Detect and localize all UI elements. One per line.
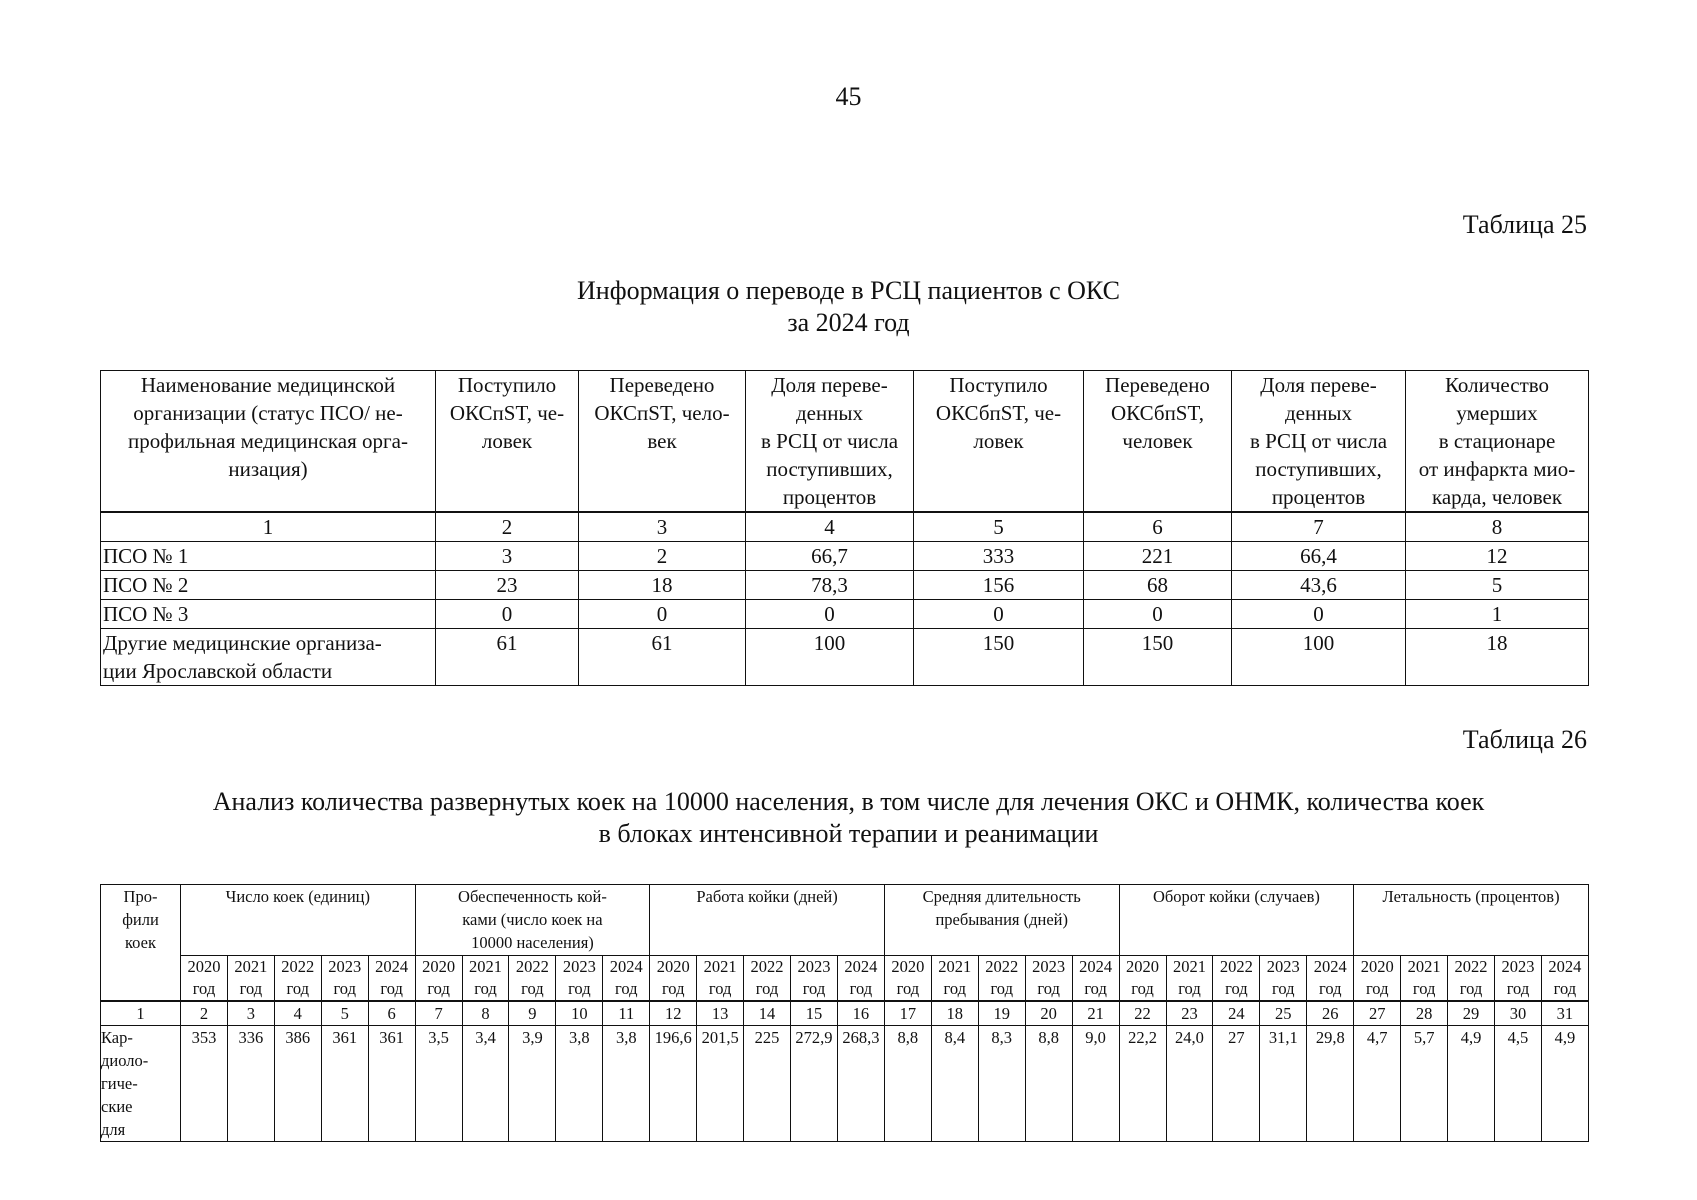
year-value: 2021 [469, 957, 502, 976]
year-value: 2021 [703, 957, 737, 976]
table-cell: 29,8 [1307, 1026, 1354, 1142]
year-value: 2021 [938, 957, 972, 976]
year-suffix: год [1553, 979, 1577, 998]
year-cell [603, 956, 650, 1002]
year-suffix: год [802, 979, 826, 998]
table-26-caption: Таблица 26 [1462, 725, 1587, 754]
table-cell: 333 [914, 542, 1084, 571]
cell-line: организации (статус ПСО/ не- [133, 401, 403, 425]
table-row [101, 1026, 1589, 1142]
table-cell: 31,1 [1260, 1026, 1307, 1142]
year-suffix: год [568, 979, 591, 998]
cell-line: ОКСбпST, че- [935, 401, 1062, 425]
cell-line: ловек [973, 429, 1024, 453]
group-header-cell [884, 885, 1119, 956]
year-cell [978, 956, 1025, 1002]
year-suffix: год [1272, 979, 1295, 998]
group-header-row [101, 885, 1589, 956]
cell-line: для [101, 1120, 126, 1139]
cell-line: человек [1122, 429, 1193, 453]
cell-line: Поступило [949, 373, 1048, 397]
year-suffix: год [239, 979, 263, 998]
table-cell: 0 [1084, 600, 1232, 629]
year-cell [1166, 956, 1213, 1002]
table-cell: 150 [1084, 629, 1232, 686]
year-value: 2023 [1266, 957, 1300, 976]
cell-line: Средняя длительность [922, 887, 1081, 906]
table-cell: 100 [746, 629, 914, 686]
table-cell: 61 [579, 629, 746, 686]
year-cell [1495, 956, 1542, 1002]
year-cell [1448, 956, 1495, 1002]
table-25-caption: Таблица 25 [1462, 210, 1587, 239]
column-number-cell: 12 [650, 1001, 697, 1026]
column-number-row [101, 1001, 1589, 1026]
year-cell [1213, 956, 1260, 1002]
table-cell: 3,9 [509, 1026, 556, 1142]
cell-line: Работа койки (дней) [696, 887, 838, 906]
year-cell [884, 956, 931, 1002]
year-suffix: год [521, 979, 544, 998]
year-suffix: год [380, 979, 403, 998]
table-cell: 0 [914, 600, 1084, 629]
cell-line: денных [795, 401, 864, 425]
year-value: 2021 [1172, 957, 1206, 976]
column-number-cell: 2 [436, 512, 579, 542]
cell-line: ции Ярославской области [103, 659, 333, 683]
year-suffix: год [1365, 979, 1389, 998]
cell-line: фили [122, 910, 159, 929]
group-header-cell [1354, 885, 1589, 956]
year-value: 2020 [891, 957, 925, 976]
table-cell: 5,7 [1401, 1026, 1448, 1142]
column-number-cell: 13 [697, 1001, 744, 1026]
table-cell: ПСО № 3 [101, 600, 436, 629]
column-number-cell: 8 [1406, 512, 1589, 542]
table-cell: 23 [436, 571, 579, 600]
column-number-cell: 28 [1401, 1001, 1448, 1026]
column-number-cell: 29 [1448, 1001, 1495, 1026]
year-suffix: год [990, 979, 1013, 998]
table-cell: 43,6 [1232, 571, 1406, 600]
column-number-cell: 26 [1307, 1001, 1354, 1026]
year-cell [1401, 956, 1448, 1002]
column-number-cell: 15 [791, 1001, 838, 1026]
year-cell [697, 956, 744, 1002]
table-26-title-line-2: в блоках интенсивной терапии и реанимации [598, 819, 1099, 848]
year-suffix: год [192, 979, 216, 998]
column-number-cell: 21 [1072, 1001, 1119, 1026]
column-number-cell: 30 [1495, 1001, 1542, 1026]
year-value: 2021 [1407, 957, 1441, 976]
year-suffix: год [896, 979, 920, 998]
year-value: 2022 [1454, 957, 1488, 976]
table-cell: 4,5 [1495, 1026, 1542, 1142]
table-cell: ПСО № 1 [101, 542, 436, 571]
year-cell [556, 956, 603, 1002]
table-cell: 2 [579, 542, 746, 571]
column-number-cell: 8 [462, 1001, 509, 1026]
table-cell: 8,3 [978, 1026, 1025, 1142]
year-value: 2023 [562, 957, 596, 976]
column-number-cell: 24 [1213, 1001, 1260, 1026]
table-cell: 272,9 [791, 1026, 838, 1142]
cell-line: Поступило [457, 373, 557, 397]
cell-line: ОКСбпST, [1110, 401, 1205, 425]
year-value: 2022 [985, 957, 1019, 976]
cell-line: ОКСпST, чело- [594, 401, 730, 425]
year-suffix: год [333, 979, 356, 998]
page-number: 45 [835, 82, 862, 111]
cell-line: от инфаркта мио- [1418, 457, 1576, 481]
year-value: 2024 [844, 957, 878, 976]
table-cell: 4,7 [1354, 1026, 1401, 1142]
header-cell [101, 371, 436, 513]
table-cell: 150 [914, 629, 1084, 686]
table-25 [100, 370, 1589, 686]
table-cell: 3,8 [603, 1026, 650, 1142]
column-number-cell: 7 [415, 1001, 462, 1026]
table-cell: 353 [181, 1026, 228, 1142]
cell-line: Доля переве- [1260, 373, 1377, 397]
cell-line: Обеспеченность кой- [458, 887, 607, 906]
column-number-cell: 4 [746, 512, 914, 542]
header-cell [914, 371, 1084, 513]
table-cell: 0 [746, 600, 914, 629]
table-cell: 8,8 [1025, 1026, 1072, 1142]
table-25-title [0, 275, 1697, 339]
table-cell: 4,9 [1448, 1026, 1495, 1142]
table-cell: 361 [321, 1026, 368, 1142]
header-cell [436, 371, 579, 513]
year-value: 2024 [609, 957, 643, 976]
year-value: 2024 [1548, 957, 1582, 976]
cell-line: Число коек (единиц) [225, 887, 371, 906]
table-cell: 0 [436, 600, 579, 629]
year-cell [227, 956, 274, 1002]
header-cell [579, 371, 746, 513]
cell-line: Наименование медицинской [140, 373, 396, 397]
table-cell: 12 [1406, 542, 1589, 571]
table-cell [101, 629, 436, 686]
column-number-cell: 16 [837, 1001, 884, 1026]
year-header-row [101, 956, 1589, 1002]
year-cell [837, 956, 884, 1002]
table-cell: 68 [1084, 571, 1232, 600]
table-cell: 5 [1406, 571, 1589, 600]
year-cell [181, 956, 228, 1002]
column-number-cell: 27 [1354, 1001, 1401, 1026]
year-cell [1119, 956, 1166, 1002]
table-cell: 268,3 [837, 1026, 884, 1142]
year-suffix: год [943, 979, 967, 998]
column-number-cell: 3 [579, 512, 746, 542]
year-cell [931, 956, 978, 1002]
cell-line: в стационаре [1438, 429, 1556, 453]
column-number-cell: 1 [101, 512, 436, 542]
cell-line: денных [1284, 401, 1353, 425]
cell-line: поступивших, [1255, 457, 1382, 481]
table-cell: 336 [227, 1026, 274, 1142]
year-suffix: год [615, 979, 638, 998]
header-cell [1406, 371, 1589, 513]
cell-line: ОКСпST, че- [449, 401, 565, 425]
column-number-cell: 5 [914, 512, 1084, 542]
year-value: 2020 [187, 957, 221, 976]
table-cell: 386 [274, 1026, 321, 1142]
year-suffix: год [755, 979, 779, 998]
year-suffix: год [849, 979, 873, 998]
table-row [101, 629, 1589, 686]
cell-line: Доля переве- [771, 373, 888, 397]
column-number-cell: 19 [978, 1001, 1025, 1026]
table-cell: 3,5 [415, 1026, 462, 1142]
header-cell [746, 371, 914, 513]
column-number-cell: 23 [1166, 1001, 1213, 1026]
table-cell: 156 [914, 571, 1084, 600]
header-row [101, 371, 1589, 513]
header-cell [1084, 371, 1232, 513]
table-row [101, 571, 1589, 600]
column-number-cell: 14 [744, 1001, 791, 1026]
year-value: 2024 [1079, 957, 1113, 976]
year-cell [1307, 956, 1354, 1002]
table-cell: 361 [368, 1026, 415, 1142]
table-cell: 3,8 [556, 1026, 603, 1142]
column-number-row [101, 512, 1589, 542]
cell-line: Оборот койки (случаев) [1152, 887, 1320, 906]
cell-line: низация) [228, 457, 308, 481]
year-value: 2020 [1126, 957, 1160, 976]
table-cell: ПСО № 2 [101, 571, 436, 600]
column-number-cell: 10 [556, 1001, 603, 1026]
table-cell: 100 [1232, 629, 1406, 686]
column-number-cell: 1 [101, 1001, 181, 1026]
year-value: 2023 [797, 957, 831, 976]
table-cell: 27 [1213, 1026, 1260, 1142]
year-value: 2022 [1219, 957, 1253, 976]
year-cell [1541, 956, 1588, 1002]
year-cell [368, 956, 415, 1002]
column-number-cell: 7 [1232, 512, 1406, 542]
cell-line: пребывания (дней) [935, 910, 1068, 929]
table-cell: 78,3 [746, 571, 914, 600]
cell-line: Другие медицинские организа- [103, 631, 382, 655]
column-number-cell: 20 [1025, 1001, 1072, 1026]
year-cell [415, 956, 462, 1002]
table-cell: 225 [744, 1026, 791, 1142]
column-number-cell: 2 [181, 1001, 228, 1026]
year-suffix: год [1037, 979, 1060, 998]
cell-line: Про- [123, 887, 158, 906]
year-cell [791, 956, 838, 1002]
header-cell [1232, 371, 1406, 513]
year-value: 2020 [656, 957, 690, 976]
year-value: 2023 [1501, 957, 1535, 976]
year-cell [321, 956, 368, 1002]
column-number-cell: 6 [1084, 512, 1232, 542]
year-cell [1260, 956, 1307, 1002]
table-cell: 61 [436, 629, 579, 686]
column-number-cell: 3 [227, 1001, 274, 1026]
year-cell [1025, 956, 1072, 1002]
year-cell [1072, 956, 1119, 1002]
table-cell: 18 [1406, 629, 1589, 686]
column-number-cell: 5 [321, 1001, 368, 1026]
column-number-cell: 22 [1119, 1001, 1166, 1026]
year-suffix: год [1131, 979, 1154, 998]
table-cell: 66,4 [1232, 542, 1406, 571]
cell-line: Переведено [609, 373, 715, 397]
year-cell [744, 956, 791, 1002]
year-value: 2023 [1032, 957, 1066, 976]
cell-line: процентов [782, 485, 877, 509]
table-cell: 1 [1406, 600, 1589, 629]
group-header-cell [1119, 885, 1354, 956]
year-value: 2022 [281, 957, 315, 976]
profile-header-cell [101, 885, 181, 1002]
cell-line: диоло- [101, 1051, 149, 1070]
year-value: 2024 [375, 957, 409, 976]
year-value: 2022 [515, 957, 549, 976]
year-suffix: год [1178, 979, 1201, 998]
group-header-cell [181, 885, 416, 956]
year-value: 2024 [1313, 957, 1347, 976]
table-25-title-line-2: за 2024 год [787, 308, 910, 337]
cell-line: ские [101, 1097, 133, 1116]
year-value: 2022 [750, 957, 784, 976]
year-value: 2021 [234, 957, 268, 976]
cell-line: умерших [1456, 401, 1538, 425]
table-26 [100, 884, 1589, 1142]
year-suffix: год [1084, 979, 1107, 998]
cell-line: ловек [481, 429, 533, 453]
cell-line: ками (число коек на [462, 910, 603, 929]
year-suffix: год [1459, 979, 1483, 998]
year-cell [650, 956, 697, 1002]
table-row [101, 600, 1589, 629]
year-suffix: год [1225, 979, 1248, 998]
cell-line: в РСЦ от числа [760, 429, 899, 453]
year-cell [1354, 956, 1401, 1002]
table-cell: 22,2 [1119, 1026, 1166, 1142]
column-number-cell: 9 [509, 1001, 556, 1026]
year-suffix: год [661, 979, 685, 998]
cell-line: Переведено [1105, 373, 1210, 397]
year-value: 2023 [328, 957, 362, 976]
table-cell: 18 [579, 571, 746, 600]
table-25-title-line-1: Информация о переводе в РСЦ пациентов с ОКС [577, 276, 1120, 305]
year-suffix: год [1412, 979, 1436, 998]
table-cell: 196,6 [650, 1026, 697, 1142]
table-cell: 24,0 [1166, 1026, 1213, 1142]
group-header-cell [650, 885, 885, 956]
year-value: 2020 [1360, 957, 1394, 976]
cell-line: в РСЦ от числа [1249, 429, 1388, 453]
column-number-cell: 31 [1541, 1001, 1588, 1026]
cell-line: процентов [1271, 485, 1366, 509]
table-cell: 3,4 [462, 1026, 509, 1142]
table-26-title-line-1: Анализ количества развернутых коек на 10000 населения, в том числе для лечения ОКС и ОНМК, количества коек [212, 787, 1485, 816]
year-cell [274, 956, 321, 1002]
cell-line: Кар- [101, 1028, 133, 1047]
cell-line: 10000 населения) [471, 933, 594, 952]
column-number-cell: 6 [368, 1001, 415, 1026]
year-cell [462, 956, 509, 1002]
table-cell: 221 [1084, 542, 1232, 571]
table-cell: 66,7 [746, 542, 914, 571]
year-suffix: год [708, 979, 732, 998]
column-number-cell: 18 [931, 1001, 978, 1026]
group-header-cell [415, 885, 650, 956]
year-cell [509, 956, 556, 1002]
year-suffix: год [427, 979, 450, 998]
cell-line: век [647, 429, 677, 453]
table-26-title [0, 786, 1697, 850]
cell-line: поступивших, [766, 457, 893, 481]
table-cell: 3 [436, 542, 579, 571]
cell-line: карда, человек [1431, 485, 1563, 509]
table-cell: 201,5 [697, 1026, 744, 1142]
year-suffix: год [474, 979, 497, 998]
year-value: 2020 [422, 957, 456, 976]
table-cell: 4,9 [1541, 1026, 1588, 1142]
year-suffix: год [1506, 979, 1530, 998]
column-number-cell: 25 [1260, 1001, 1307, 1026]
year-suffix: год [1318, 979, 1342, 998]
table-row [101, 542, 1589, 571]
table-cell: 8,8 [884, 1026, 931, 1142]
cell-line: гиче- [101, 1074, 138, 1093]
row-label-cell [101, 1026, 181, 1142]
column-number-cell: 11 [603, 1001, 650, 1026]
table-cell: 9,0 [1072, 1026, 1119, 1142]
table-cell: 0 [1232, 600, 1406, 629]
year-suffix: год [286, 979, 310, 998]
cell-line: Летальность (процентов) [1382, 887, 1560, 906]
table-cell: 0 [579, 600, 746, 629]
cell-line: Количество [1444, 373, 1550, 397]
cell-line: профильная медицинская орга- [128, 429, 408, 453]
column-number-cell: 17 [884, 1001, 931, 1026]
cell-line: коек [125, 933, 156, 952]
table-cell: 8,4 [931, 1026, 978, 1142]
column-number-cell: 4 [274, 1001, 321, 1026]
